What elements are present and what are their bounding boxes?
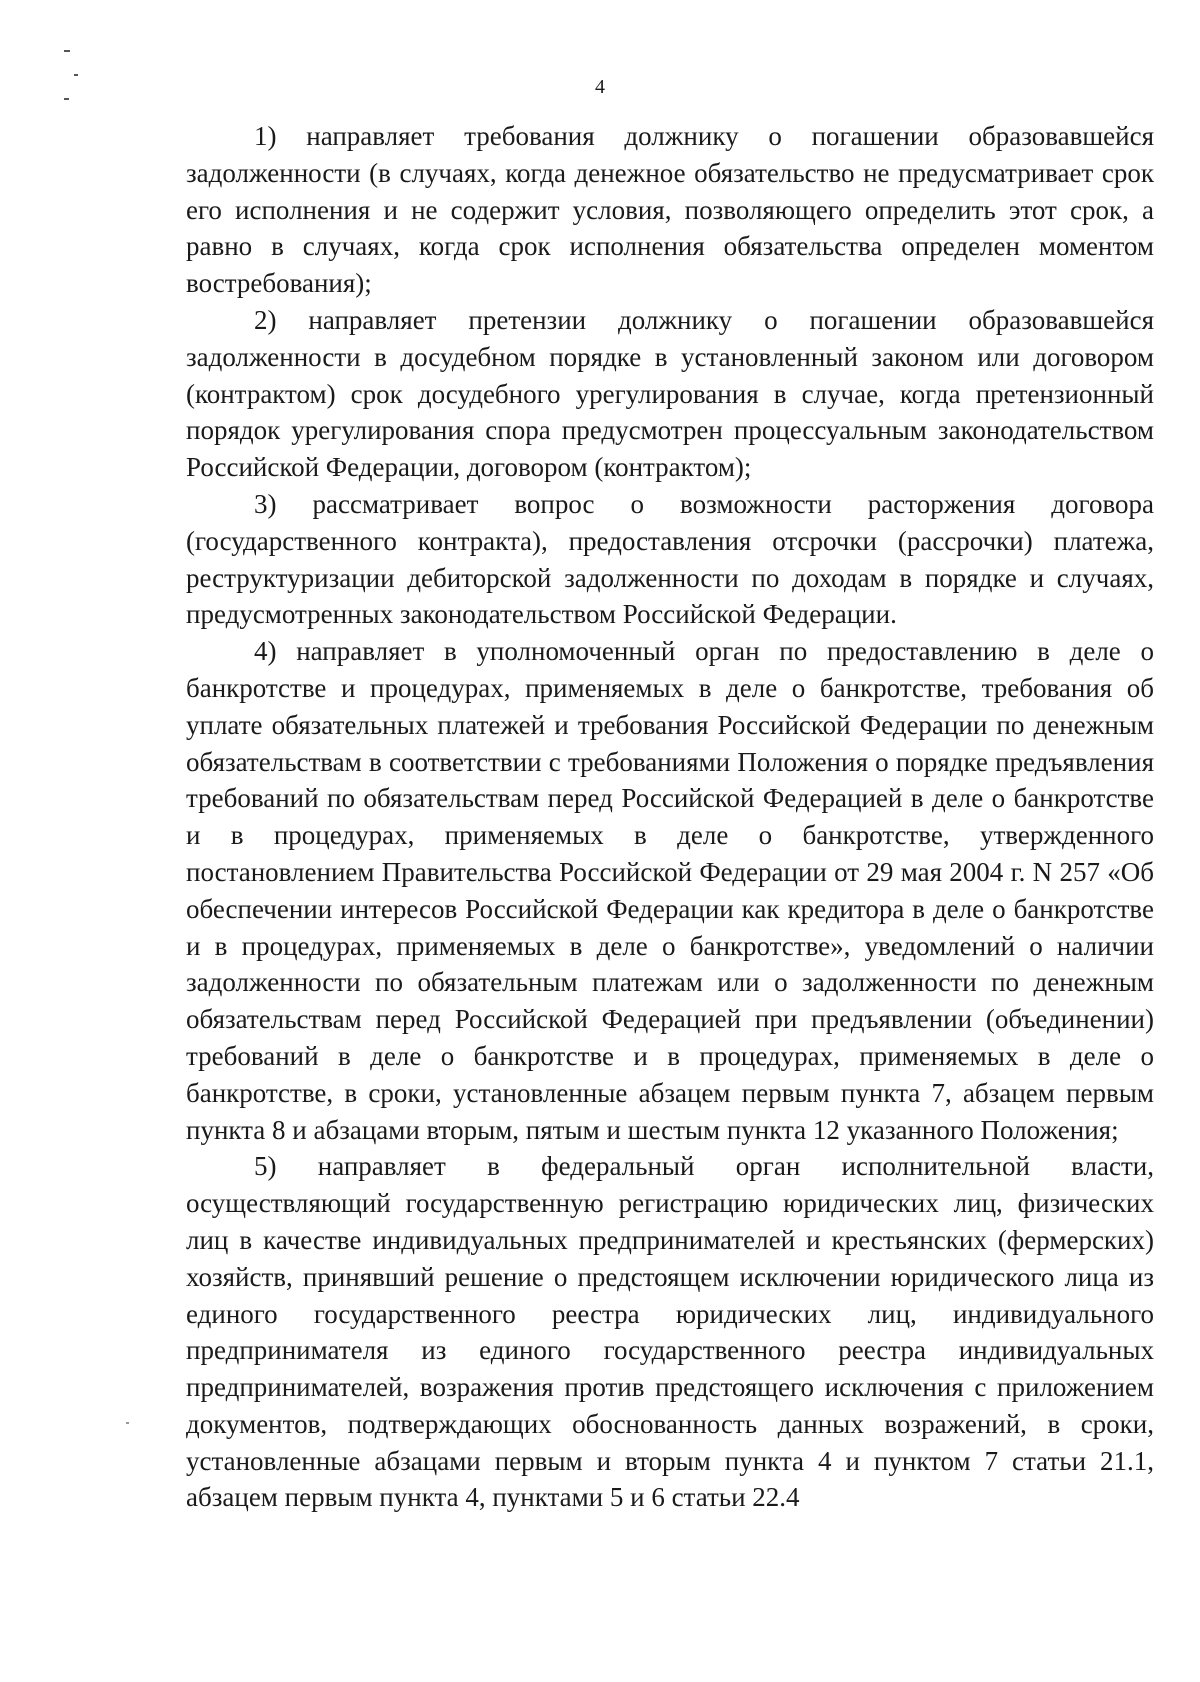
paragraph-item-3: 3) рассматривает вопрос о возможности расторжения договора (государственного контракта), предоставления отсрочки (рассрочки) платежа, реструктуризации дебиторской задолженности по доходам в порядке и случаях, предусмотренных законодательством Российской Федерации. [186, 488, 1154, 630]
document-body [186, 118, 1154, 1516]
scan-mark-top [64, 50, 70, 52]
paragraph-item-2: 2) направляет претензии должнику о погашении образовавшейся задолженности в досудебном порядке в установленный законом или договором (контрактом) срок досудебного урегулирования в случае, когда претензионный порядок урегулирования спора предусмотрен процессуальным законодательством Российской Федерации, договором (контрактом); [186, 304, 1154, 483]
paragraph-item-4: 4) направляет в уполномоченный орган по предоставлению в деле о банкротстве и процедурах, применяемых в деле о банкротстве, требования об уплате обязательных платежей и требования Российской Федерации по денежным обязательствам в соответствии с требованиями Положения о порядке предъявления требований по обязательствам перед Российской Федерацией в деле о банкротстве и в процедурах, применяемых в деле о банкротстве, утвержденного постановлением Правительства Российской Федерации от 29 мая 2004 г. N 257 «Об обеспечении интересов Российской Федерации как кредитора в деле о банкротстве и в процедурах, применяемых в деле о банкротстве», уведомлений о наличии задолженности по обязательным платежам или о задолженности по денежным обязательствам перед Российской Федерацией при предъявлении (объединении) требований в деле о банкротстве и в процедурах, применяемых в деле о банкротстве, в сроки, установленные абзацем первым пункта 7, абзацем первым пункта 8 и абзацами вторым, пятым и шестым пункта 12 указанного Положения; [186, 636, 1154, 1145]
page-number: 4 [595, 76, 605, 98]
paragraph-item-5: 5) направляет в федеральный орган исполнительной власти, осуществляющий государственную регистрацию юридических лиц, физических лиц в качестве индивидуальных предпринимателей и крестьянских (фермерских) хозяйств, принявший решение о предстоящем исключении юридического лица из единого государственного реестра юридических лиц, индивидуального предпринимателя из единого государственного реестра индивидуальных предпринимателей, возражения против предстоящего исключения с приложением документов, подтверждающих обоснованность данных возражений, в сроки, установленные абзацами первым и вторым пункта 4 и пунктом 7 статьи 21.1, абзацем первым пункта 4, пунктами 5 и 6 статьи 22.4 [186, 1151, 1154, 1513]
paragraph-item-1: 1) направляет требования должнику о погашении образовавшейся задолженности (в случаях, когда денежное обязательство не предусматривает срок его исполнения и не содержит условия, позволяющего определить этот срок, а равно в случаях, когда срок исполнения обязательства определен моментом востребования); [186, 121, 1154, 299]
scan-mark-left-lower [126, 1422, 129, 1424]
